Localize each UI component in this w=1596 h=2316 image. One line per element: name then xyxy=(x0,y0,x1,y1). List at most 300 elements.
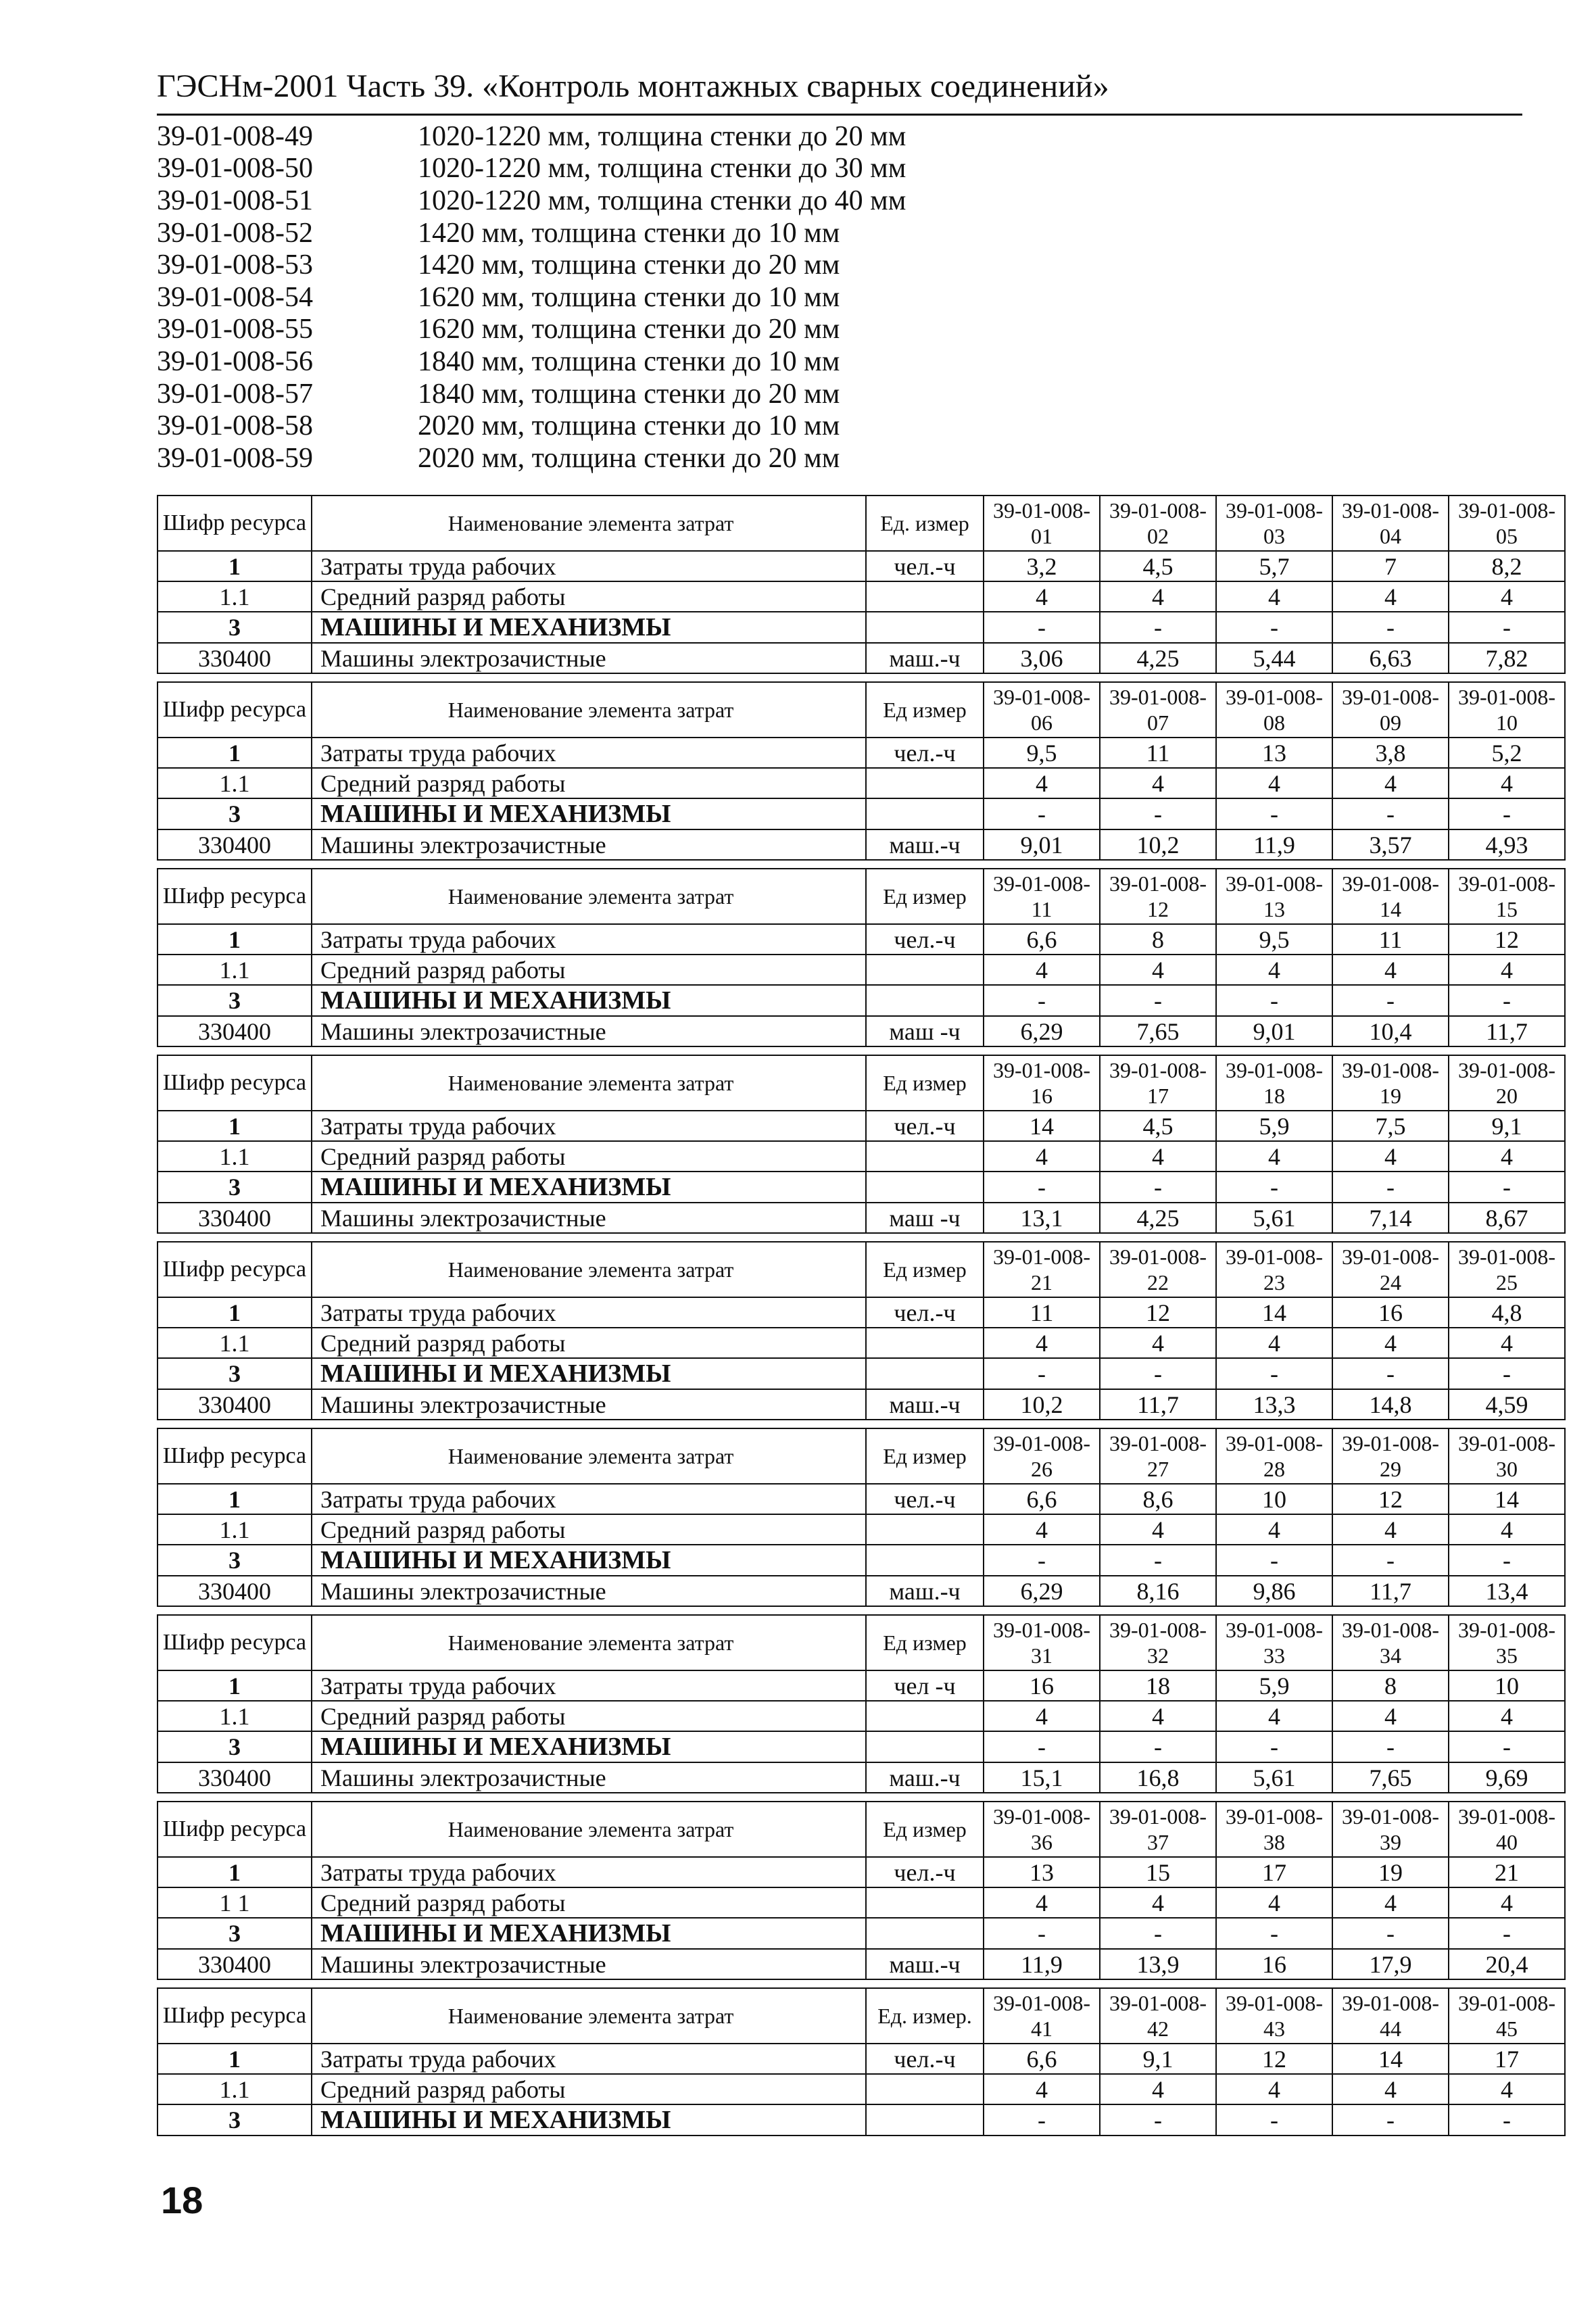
table-row xyxy=(158,2044,1565,2074)
unit-cell: чел.-ч xyxy=(866,1297,984,1328)
value-cell: 4 xyxy=(1449,581,1565,612)
value-cell: 8 xyxy=(1100,924,1216,955)
value-cell: 11,9 xyxy=(984,1949,1100,1979)
table-row xyxy=(158,768,1565,798)
value-cell: 4 xyxy=(1449,955,1565,985)
header-unit: Ед измер xyxy=(866,869,984,924)
code-description: 1020-1220 мм, толщина стенки до 40 мм xyxy=(418,185,906,216)
value-cell: 4 xyxy=(1216,1514,1332,1545)
value-cell: 4 xyxy=(1100,1701,1216,1731)
value-cell: 5,61 xyxy=(1216,1203,1332,1233)
code-id: 39-01-008-55 xyxy=(157,314,313,345)
code-item xyxy=(157,314,1103,346)
resource-code-cell: 1 xyxy=(158,1484,312,1514)
value-cell: 9,86 xyxy=(1216,1576,1332,1606)
resource-code-cell: 330400 xyxy=(158,1762,312,1793)
cost-element-cell: МАШИНЫ И МЕХАНИЗМЫ xyxy=(312,1358,866,1389)
unit-cell xyxy=(866,1172,984,1203)
header-norm-code: 39-01-008-11 xyxy=(984,869,1100,924)
resource-table xyxy=(157,495,1566,674)
code-item xyxy=(157,185,1103,217)
value-cell: - xyxy=(1216,1172,1332,1203)
value-cell: 9,5 xyxy=(984,738,1100,768)
cost-element-cell: Машины электрозачистные xyxy=(312,1389,866,1420)
resource-code-cell: 1 xyxy=(158,2044,312,2074)
value-cell: 13,4 xyxy=(1449,1576,1565,1606)
value-cell: - xyxy=(1100,798,1216,829)
unit-cell: чел.-ч xyxy=(866,738,984,768)
value-cell: 4 xyxy=(984,1887,1100,1918)
value-cell: 12 xyxy=(1449,924,1565,955)
value-cell: 7,82 xyxy=(1449,643,1565,673)
value-cell: - xyxy=(1332,985,1449,1016)
unit-cell xyxy=(866,1514,984,1545)
value-cell: - xyxy=(1449,1731,1565,1762)
value-cell: - xyxy=(984,798,1100,829)
value-cell: 3,57 xyxy=(1332,829,1449,860)
unit-cell: чел.-ч xyxy=(866,1111,984,1141)
code-description: 1020-1220 мм, толщина стенки до 30 мм xyxy=(418,153,906,185)
value-cell: - xyxy=(1216,1731,1332,1762)
value-cell: 4 xyxy=(984,1141,1100,1172)
header-resource-code: Шифр ресурса xyxy=(158,682,312,738)
value-cell: 16,8 xyxy=(1100,1762,1216,1793)
table-row xyxy=(158,1389,1565,1420)
header-norm-code: 39-01-008-01 xyxy=(984,496,1100,551)
code-id: 39-01-008-54 xyxy=(157,281,313,313)
resource-code-cell: 1.1 xyxy=(158,581,312,612)
unit-cell: чел.-ч xyxy=(866,551,984,581)
code-item xyxy=(157,281,1103,314)
value-cell: 14 xyxy=(1332,2044,1449,2074)
header-norm-code: 39-01-008-03 xyxy=(1216,496,1332,551)
cost-element-cell: Затраты труда рабочих xyxy=(312,1670,866,1701)
cost-element-cell: Средний разряд работы xyxy=(312,955,866,985)
value-cell: 4 xyxy=(984,768,1100,798)
header-cost-element: Наименование элемента затрат xyxy=(312,682,866,738)
value-cell: 4 xyxy=(1332,1514,1449,1545)
resource-table xyxy=(157,1428,1566,1607)
value-cell: 10,2 xyxy=(984,1389,1100,1420)
cost-element-cell: Затраты труда рабочих xyxy=(312,551,866,581)
header-resource-code: Шифр ресурса xyxy=(158,1802,312,1857)
value-cell: 4 xyxy=(1100,1887,1216,1918)
table-row xyxy=(158,581,1565,612)
table-row xyxy=(158,551,1565,581)
unit-cell: маш.-ч xyxy=(866,829,984,860)
cost-element-cell: Затраты труда рабочих xyxy=(312,738,866,768)
value-cell: - xyxy=(1100,1545,1216,1576)
resource-code-cell: 330400 xyxy=(158,1016,312,1046)
header-norm-code: 39-01-008-20 xyxy=(1449,1055,1565,1111)
value-cell: 4 xyxy=(1216,1141,1332,1172)
header-norm-code: 39-01-008-36 xyxy=(984,1802,1100,1857)
code-item xyxy=(157,153,1103,185)
value-cell: - xyxy=(984,985,1100,1016)
header-norm-code: 39-01-008-28 xyxy=(1216,1428,1332,1484)
value-cell: - xyxy=(1100,612,1216,643)
table-row xyxy=(158,1949,1565,1979)
code-description: 2020 мм, толщина стенки до 10 мм xyxy=(418,410,840,442)
table-row xyxy=(158,1016,1565,1046)
resource-code-cell: 3 xyxy=(158,1172,312,1203)
value-cell: - xyxy=(984,1918,1100,1949)
value-cell: 9,01 xyxy=(1216,1016,1332,1046)
value-cell: 4 xyxy=(1100,1514,1216,1545)
header-norm-code: 39-01-008-21 xyxy=(984,1242,1100,1297)
value-cell: - xyxy=(1100,1172,1216,1203)
header-cost-element: Наименование элемента затрат xyxy=(312,496,866,551)
resource-code-cell: 330400 xyxy=(158,829,312,860)
value-cell: 19 xyxy=(1332,1857,1449,1887)
code-item xyxy=(157,410,1103,442)
header-norm-code: 39-01-008-08 xyxy=(1216,682,1332,738)
resource-code-cell: 330400 xyxy=(158,643,312,673)
header-norm-code: 39-01-008-19 xyxy=(1332,1055,1449,1111)
code-item xyxy=(157,442,1103,475)
code-description: 2020 мм, толщина стенки до 20 мм xyxy=(418,442,840,474)
value-cell: 17 xyxy=(1216,1857,1332,1887)
resource-code-cell: 1 1 xyxy=(158,1887,312,1918)
header-unit: Ед измер xyxy=(866,682,984,738)
value-cell: - xyxy=(1216,1545,1332,1576)
header-norm-code: 39-01-008-45 xyxy=(1449,1988,1565,2044)
header-norm-code: 39-01-008-29 xyxy=(1332,1428,1449,1484)
code-description: 1620 мм, толщина стенки до 20 мм xyxy=(418,314,840,345)
value-cell: 5,2 xyxy=(1449,738,1565,768)
resource-code-cell: 3 xyxy=(158,1731,312,1762)
code-description: 1420 мм, толщина стенки до 20 мм xyxy=(418,249,840,281)
page-number: 18 xyxy=(161,2179,203,2221)
value-cell: - xyxy=(1332,1358,1449,1389)
code-description: 1420 мм, толщина стенки до 10 мм xyxy=(418,217,840,249)
value-cell: 14 xyxy=(1449,1484,1565,1514)
value-cell: 4 xyxy=(1100,955,1216,985)
header-cost-element: Наименование элемента затрат xyxy=(312,1615,866,1670)
resource-code-cell: 1.1 xyxy=(158,2074,312,2104)
header-cost-element: Наименование элемента затрат xyxy=(312,1428,866,1484)
value-cell: 4 xyxy=(1449,1514,1565,1545)
code-item xyxy=(157,249,1103,281)
header-norm-code: 39-01-008-32 xyxy=(1100,1615,1216,1670)
header-cost-element: Наименование элемента затрат xyxy=(312,1242,866,1297)
resource-code-cell: 330400 xyxy=(158,1203,312,1233)
table-row xyxy=(158,1762,1565,1793)
unit-cell: чел -ч xyxy=(866,1670,984,1701)
header-norm-code: 39-01-008-04 xyxy=(1332,496,1449,551)
unit-cell: чел.-ч xyxy=(866,924,984,955)
unit-cell: чел.-ч xyxy=(866,1857,984,1887)
value-cell: 14,8 xyxy=(1332,1389,1449,1420)
cost-element-cell: Затраты труда рабочих xyxy=(312,1484,866,1514)
unit-cell xyxy=(866,581,984,612)
header-norm-code: 39-01-008-23 xyxy=(1216,1242,1332,1297)
table-header-row xyxy=(158,869,1565,924)
value-cell: - xyxy=(1100,1918,1216,1949)
header-norm-code: 39-01-008-40 xyxy=(1449,1802,1565,1857)
cost-element-cell: МАШИНЫ И МЕХАНИЗМЫ xyxy=(312,798,866,829)
header-norm-code: 39-01-008-34 xyxy=(1332,1615,1449,1670)
header-norm-code: 39-01-008-33 xyxy=(1216,1615,1332,1670)
value-cell: 4 xyxy=(984,1514,1100,1545)
cost-element-cell: Затраты труда рабочих xyxy=(312,1297,866,1328)
table-row xyxy=(158,1297,1565,1328)
table-row xyxy=(158,1670,1565,1701)
table-row xyxy=(158,1857,1565,1887)
value-cell: 4,25 xyxy=(1100,1203,1216,1233)
resource-code-cell: 3 xyxy=(158,1545,312,1576)
value-cell: 4 xyxy=(1449,1328,1565,1358)
unit-cell xyxy=(866,1358,984,1389)
table-row xyxy=(158,1514,1565,1545)
value-cell: 4 xyxy=(984,2074,1100,2104)
value-cell: 4,5 xyxy=(1100,1111,1216,1141)
header-norm-code: 39-01-008-38 xyxy=(1216,1802,1332,1857)
header-norm-code: 39-01-008-42 xyxy=(1100,1988,1216,2044)
unit-cell xyxy=(866,798,984,829)
value-cell: 11 xyxy=(984,1297,1100,1328)
code-id: 39-01-008-51 xyxy=(157,185,313,216)
value-cell: 15 xyxy=(1100,1857,1216,1887)
code-id: 39-01-008-59 xyxy=(157,442,313,474)
header-norm-code: 39-01-008-09 xyxy=(1332,682,1449,738)
resource-code-cell: 1 xyxy=(158,924,312,955)
code-id: 39-01-008-50 xyxy=(157,153,313,185)
table-row xyxy=(158,1887,1565,1918)
header-resource-code: Шифр ресурса xyxy=(158,1615,312,1670)
value-cell: 4 xyxy=(1216,1328,1332,1358)
value-cell: - xyxy=(1332,1918,1449,1949)
code-id: 39-01-008-53 xyxy=(157,249,313,281)
resource-code-cell: 330400 xyxy=(158,1576,312,1606)
unit-cell xyxy=(866,1731,984,1762)
value-cell: 4 xyxy=(1216,768,1332,798)
value-cell: 4 xyxy=(984,955,1100,985)
value-cell: 9,1 xyxy=(1100,2044,1216,2074)
value-cell: 17 xyxy=(1449,2044,1565,2074)
value-cell: 4,25 xyxy=(1100,643,1216,673)
resource-table xyxy=(157,1241,1566,1420)
value-cell: 11,9 xyxy=(1216,829,1332,860)
value-cell: 4,59 xyxy=(1449,1389,1565,1420)
value-cell: 9,01 xyxy=(984,829,1100,860)
value-cell: - xyxy=(984,1545,1100,1576)
resource-code-cell: 3 xyxy=(158,612,312,643)
value-cell: 8,16 xyxy=(1100,1576,1216,1606)
value-cell: 9,69 xyxy=(1449,1762,1565,1793)
header-cost-element: Наименование элемента затрат xyxy=(312,1802,866,1857)
header-norm-code: 39-01-008-24 xyxy=(1332,1242,1449,1297)
value-cell: 4 xyxy=(1332,581,1449,612)
value-cell: 4 xyxy=(984,1701,1100,1731)
value-cell: 3,06 xyxy=(984,643,1100,673)
value-cell: 10,4 xyxy=(1332,1016,1449,1046)
table-row xyxy=(158,924,1565,955)
header-norm-code: 39-01-008-30 xyxy=(1449,1428,1565,1484)
resource-code-cell: 1 xyxy=(158,551,312,581)
code-id: 39-01-008-58 xyxy=(157,410,313,442)
code-description: 1020-1220 мм, толщина стенки до 20 мм xyxy=(418,120,906,152)
header-norm-code: 39-01-008-22 xyxy=(1100,1242,1216,1297)
cost-element-cell: Средний разряд работы xyxy=(312,1701,866,1731)
table-row xyxy=(158,643,1565,673)
cost-element-cell: Затраты труда рабочих xyxy=(312,2044,866,2074)
value-cell: 6,63 xyxy=(1332,643,1449,673)
resource-code-cell: 1.1 xyxy=(158,1328,312,1358)
value-cell: 16 xyxy=(1332,1297,1449,1328)
unit-cell: чел.-ч xyxy=(866,1484,984,1514)
value-cell: 5,9 xyxy=(1216,1670,1332,1701)
value-cell: 6,6 xyxy=(984,924,1100,955)
resource-table xyxy=(157,1614,1566,1793)
cost-element-cell: МАШИНЫ И МЕХАНИЗМЫ xyxy=(312,612,866,643)
cost-element-cell: Машины электрозачистные xyxy=(312,1203,866,1233)
value-cell: 7,65 xyxy=(1332,1762,1449,1793)
value-cell: 10,2 xyxy=(1100,829,1216,860)
header-cost-element: Наименование элемента затрат xyxy=(312,1055,866,1111)
header-norm-code: 39-01-008-17 xyxy=(1100,1055,1216,1111)
value-cell: - xyxy=(1449,1358,1565,1389)
value-cell: - xyxy=(1449,612,1565,643)
resource-code-cell: 3 xyxy=(158,1358,312,1389)
header-resource-code: Шифр ресурса xyxy=(158,1242,312,1297)
cost-element-cell: Средний разряд работы xyxy=(312,1514,866,1545)
code-id: 39-01-008-57 xyxy=(157,378,313,410)
code-description: 1840 мм, толщина стенки до 10 мм xyxy=(418,345,840,377)
value-cell: 4 xyxy=(1332,1328,1449,1358)
value-cell: 7,5 xyxy=(1332,1111,1449,1141)
header-cost-element: Наименование элемента затрат xyxy=(312,1988,866,2044)
header-norm-code: 39-01-008-26 xyxy=(984,1428,1100,1484)
value-cell: 6,29 xyxy=(984,1016,1100,1046)
header-resource-code: Шифр ресурса xyxy=(158,1988,312,2044)
value-cell: 4 xyxy=(1449,1887,1565,1918)
value-cell: 4 xyxy=(1216,1887,1332,1918)
resource-table xyxy=(157,1987,1566,2136)
value-cell: 4 xyxy=(1332,768,1449,798)
value-cell: 5,9 xyxy=(1216,1111,1332,1141)
header-norm-code: 39-01-008-39 xyxy=(1332,1802,1449,1857)
value-cell: - xyxy=(1100,1731,1216,1762)
code-item xyxy=(157,120,1103,153)
value-cell: 4 xyxy=(1216,1701,1332,1731)
value-cell: 8,2 xyxy=(1449,551,1565,581)
value-cell: - xyxy=(1332,798,1449,829)
value-cell: 4 xyxy=(1449,1701,1565,1731)
table-row xyxy=(158,1358,1565,1389)
unit-cell: маш.-ч xyxy=(866,1576,984,1606)
cost-element-cell: МАШИНЫ И МЕХАНИЗМЫ xyxy=(312,985,866,1016)
value-cell: 12 xyxy=(1100,1297,1216,1328)
value-cell: - xyxy=(1332,612,1449,643)
header-norm-code: 39-01-008-13 xyxy=(1216,869,1332,924)
value-cell: - xyxy=(984,1172,1100,1203)
value-cell: 10 xyxy=(1216,1484,1332,1514)
value-cell: 4 xyxy=(1449,1141,1565,1172)
cost-element-cell: Средний разряд работы xyxy=(312,1887,866,1918)
table-row xyxy=(158,2104,1565,2136)
unit-cell xyxy=(866,2074,984,2104)
header-norm-code: 39-01-008-05 xyxy=(1449,496,1565,551)
value-cell: 21 xyxy=(1449,1857,1565,1887)
table-row xyxy=(158,829,1565,860)
unit-cell xyxy=(866,768,984,798)
value-cell: 4 xyxy=(1216,581,1332,612)
value-cell: 11,7 xyxy=(1449,1016,1565,1046)
code-item xyxy=(157,345,1103,378)
table-row xyxy=(158,1111,1565,1141)
header-unit: Ед измер xyxy=(866,1615,984,1670)
header-norm-code: 39-01-008-27 xyxy=(1100,1428,1216,1484)
cost-element-cell: Затраты труда рабочих xyxy=(312,1857,866,1887)
value-cell: 4 xyxy=(1449,2074,1565,2104)
value-cell: - xyxy=(1332,1545,1449,1576)
resource-code-cell: 1 xyxy=(158,1670,312,1701)
table-row xyxy=(158,1484,1565,1514)
table-header-row xyxy=(158,1988,1565,2044)
value-cell: 8 xyxy=(1332,1670,1449,1701)
unit-cell: маш.-ч xyxy=(866,1762,984,1793)
value-cell: 3,8 xyxy=(1332,738,1449,768)
header-unit: Ед измер xyxy=(866,1242,984,1297)
value-cell: 4 xyxy=(1216,955,1332,985)
value-cell: 4 xyxy=(1332,1701,1449,1731)
value-cell: - xyxy=(984,1358,1100,1389)
value-cell: 4 xyxy=(1100,1328,1216,1358)
header-unit: Ед измер xyxy=(866,1802,984,1857)
value-cell: 13 xyxy=(984,1857,1100,1887)
value-cell: 7 xyxy=(1332,551,1449,581)
value-cell: 7,65 xyxy=(1100,1016,1216,1046)
table-row xyxy=(158,2074,1565,2104)
table-row xyxy=(158,1731,1565,1762)
cost-element-cell: МАШИНЫ И МЕХАНИЗМЫ xyxy=(312,1918,866,1949)
header-unit: Ед. измер xyxy=(866,496,984,551)
value-cell: 20,4 xyxy=(1449,1949,1565,1979)
table-row xyxy=(158,1141,1565,1172)
value-cell: - xyxy=(1449,1918,1565,1949)
header-norm-code: 39-01-008-25 xyxy=(1449,1242,1565,1297)
header-norm-code: 39-01-008-35 xyxy=(1449,1615,1565,1670)
value-cell: - xyxy=(1216,1918,1332,1949)
code-description: 1840 мм, толщина стенки до 20 мм xyxy=(418,378,840,410)
resource-code-cell: 3 xyxy=(158,2104,312,2136)
header-norm-code: 39-01-008-31 xyxy=(984,1615,1100,1670)
cost-element-cell: МАШИНЫ И МЕХАНИЗМЫ xyxy=(312,1172,866,1203)
value-cell: 4 xyxy=(1449,768,1565,798)
resource-code-cell: 1.1 xyxy=(158,1701,312,1731)
value-cell: 13,9 xyxy=(1100,1949,1216,1979)
value-cell: - xyxy=(1332,2104,1449,2136)
value-cell: 11,7 xyxy=(1100,1389,1216,1420)
resource-code-cell: 330400 xyxy=(158,1949,312,1979)
unit-cell xyxy=(866,1701,984,1731)
cost-element-cell: Средний разряд работы xyxy=(312,1328,866,1358)
resource-code-cell: 3 xyxy=(158,798,312,829)
cost-element-cell: Машины электрозачистные xyxy=(312,1016,866,1046)
unit-cell xyxy=(866,2104,984,2136)
header-norm-code: 39-01-008-44 xyxy=(1332,1988,1449,2044)
value-cell: 4 xyxy=(1332,955,1449,985)
value-cell: - xyxy=(1216,2104,1332,2136)
value-cell: 4 xyxy=(1332,2074,1449,2104)
table-row xyxy=(158,955,1565,985)
value-cell: 5,7 xyxy=(1216,551,1332,581)
value-cell: 11,7 xyxy=(1332,1576,1449,1606)
header-norm-code: 39-01-008-06 xyxy=(984,682,1100,738)
table-header-row xyxy=(158,1055,1565,1111)
value-cell: - xyxy=(1449,1172,1565,1203)
